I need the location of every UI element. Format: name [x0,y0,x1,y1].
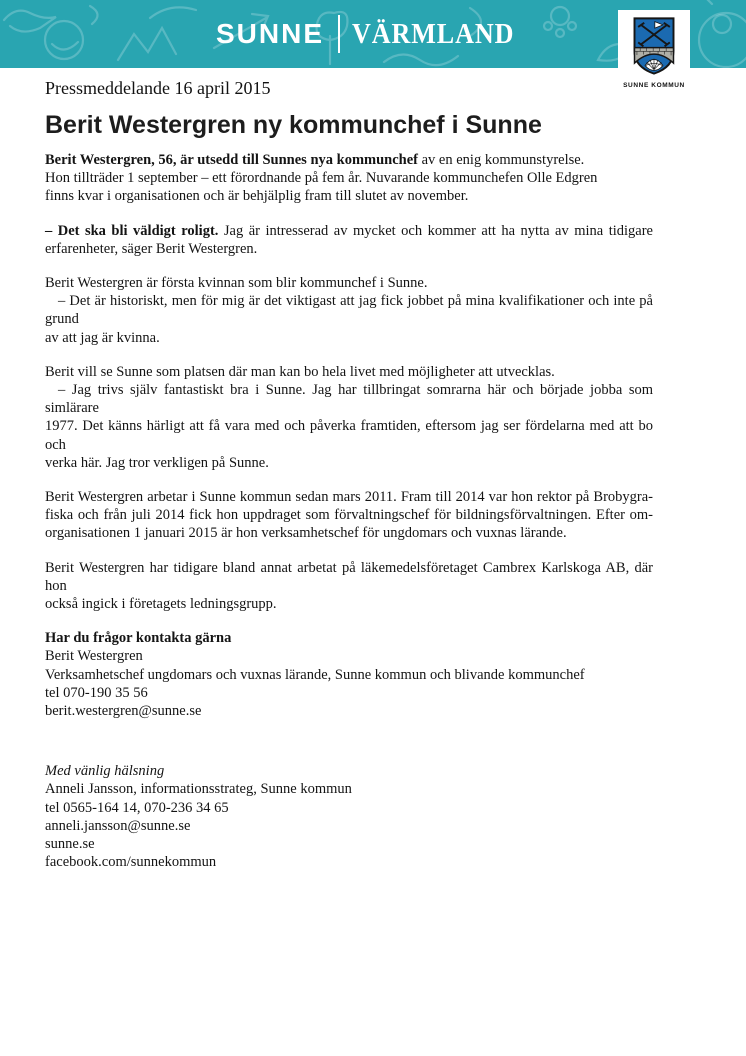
paragraph-first-woman [45,274,653,347]
paragraph-career [45,488,653,543]
text-line: tel 070-190 35 56 [45,684,148,701]
text-line: – Jag trivs själv fantastiskt bra i Sunne. Jag har tillbringat somrarna här och började jobba som simlärare [45,382,653,417]
logo-caption: SUNNE KOMMUN [623,82,685,89]
text-line: organisationen 1 januari 2015 är hon verksamhetschef för ungdomars och vuxnas lärande. [45,525,567,542]
text-line: erfarenheter, säger Berit Westergren. [45,240,258,257]
text-line: sunne.se [45,836,95,853]
wordmark-varmland: VÄRMLAND [352,17,515,50]
text-line: Verksamhetschef ungdomars och vuxnas lärande, Sunne kommun och blivande kommunchef [45,666,585,683]
wordmark-divider [338,15,340,53]
text-line: fiska och från juli 2014 fick hon uppdraget som förvaltningschef för bildningsförvaltningen. Efter om- [45,507,653,524]
paragraph-lead [45,151,653,206]
text-line: finns kvar i organisationen och är behjälplig fram till slutet av november. [45,188,469,205]
text-line: – Det ska bli väldigt roligt. Jag är intresserad av mycket och kommer att ha nytta av mina tidigare [45,222,653,239]
text-line: Hon tillträder 1 september – ett förordnande på fem år. Nuvarande kommunchefen Olle Edgren [45,170,598,187]
text-line: – Det är historiskt, men för mig är det viktigast att jag fick jobbet på mina kvalifikationer och inte på grund [45,293,653,328]
text-line: berit.westergren@sunne.se [45,703,202,720]
header-wordmark [216,0,532,68]
headline: Berit Westergren ny kommunchef i Sunne [45,111,542,139]
text-line: anneli.jansson@sunne.se [45,817,191,834]
text-line: av att jag är kvinna. [45,329,160,346]
text-line: Anneli Jansson, informationsstrateg, Sunne kommun [45,781,352,798]
text-line: Har du frågor kontakta gärna [45,630,232,647]
wordmark-sunne: SUNNE [216,18,325,49]
dateline: Pressmeddelande 16 april 2015 [45,78,271,98]
text-line: Berit Westergren arbetar i Sunne kommun sedan mars 2011. Fram till 2014 var hon rektor på Brobygra- [45,489,653,506]
paragraph-vision [45,363,653,472]
text-line: facebook.com/sunnekommun [45,854,217,871]
signature-block [45,762,653,871]
text-line: Berit vill se Sunne som platsen där man kan bo hela livet med möjligheter att utvecklas. [45,363,555,380]
text-line: verka här. Jag tror verkligen på Sunne. [45,454,269,471]
text-line: Berit Westergren är första kvinnan som blir kommunchef i Sunne. [45,275,428,292]
body-paragraphs [45,151,653,613]
document-content [45,78,653,888]
contact-block [45,629,653,720]
text-line: tel 0565-164 14, 070-236 34 65 [45,799,229,816]
paragraph-quote-roligt [45,222,653,258]
sunne-coat-of-arms-icon [628,13,680,79]
text-line: Berit Westergren har tidigare bland annat arbetat på läkemedelsföretaget Cambrex Karlskoga AB, där hon [45,559,653,594]
municipal-logo [618,10,690,102]
text-line: 1977. Det känns härligt att få vara med och påverka framtiden, eftersom jag ser fördelarna med att bo och [45,418,653,453]
text-line: också ingick i företagets ledningsgrupp. [45,596,277,613]
paragraph-background [45,559,653,614]
text-line: Berit Westergren [45,648,143,665]
text-line: Berit Westergren, 56, är utsedd till Sunnes nya kommunchef av en enig kommunstyrelse. [45,152,585,168]
text-line: Med vänlig hälsning [45,763,165,780]
